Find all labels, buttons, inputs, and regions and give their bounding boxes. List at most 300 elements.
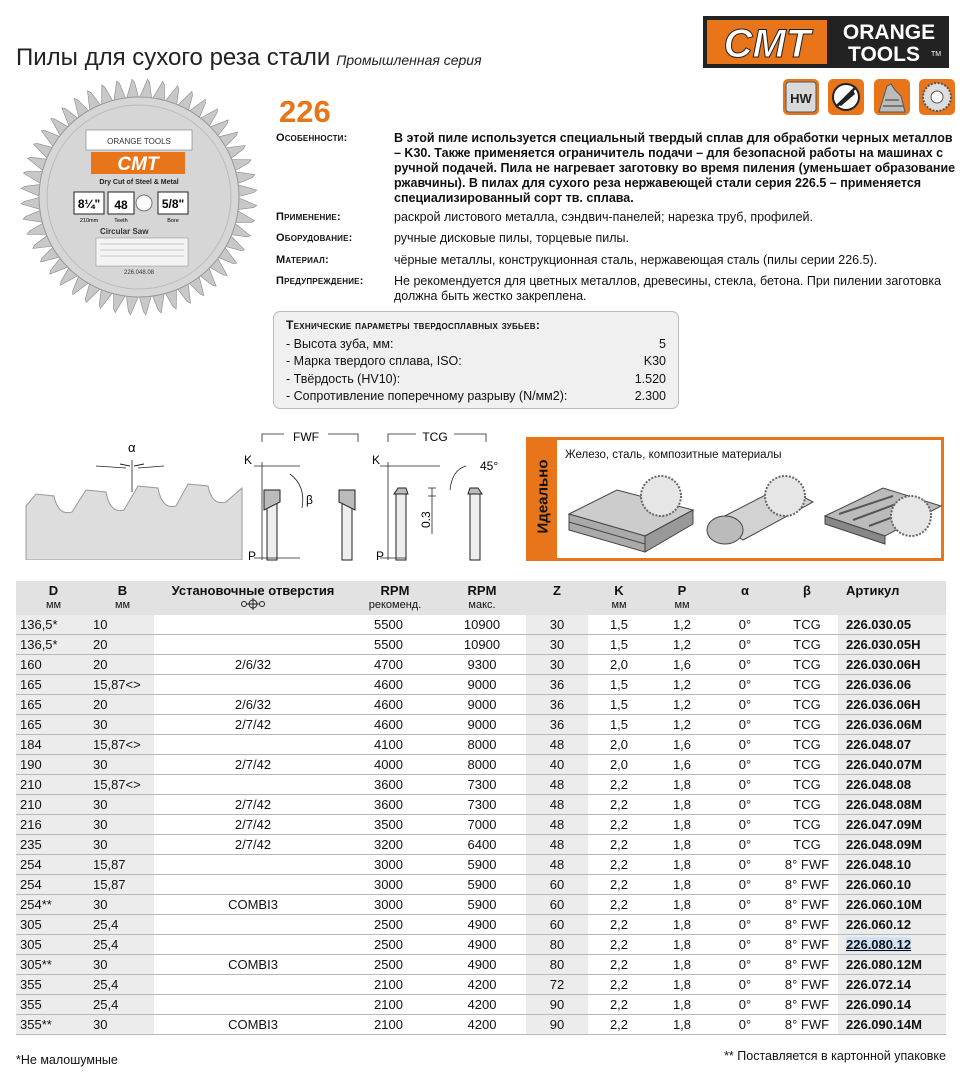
article-cell[interactable]: [838, 615, 946, 635]
column-header-unit: рекоменд.: [368, 599, 422, 611]
table-cell: [16, 695, 91, 715]
column-header-unit: мм: [114, 599, 131, 611]
cell-value: 8° FWF: [784, 957, 830, 972]
cell-value: 10900: [463, 637, 501, 652]
table-cell: [526, 895, 588, 915]
table-cell: [91, 995, 154, 1015]
cell-value: 60: [549, 897, 565, 912]
cell-value: 2/6/32: [234, 657, 272, 672]
table-cell: [588, 755, 650, 775]
table-cell: [588, 835, 650, 855]
tcg-p-label: P: [376, 549, 385, 563]
desc-warning-label: Предупреждение:: [276, 275, 364, 287]
cell-value: 30: [93, 757, 108, 772]
table-row: [16, 895, 946, 915]
table-cell: [352, 715, 438, 735]
table-cell: [16, 815, 91, 835]
blade-body-icon: [873, 78, 911, 116]
table-cell: [16, 1015, 91, 1035]
table-cell: [438, 1015, 526, 1035]
ideal-band: [529, 440, 557, 558]
blade-diameter: 8¼": [77, 197, 101, 211]
footnote-not-low-noise: *Не малошумные: [16, 1053, 118, 1067]
article-number[interactable]: 226.060.10: [846, 877, 912, 892]
article-cell[interactable]: [838, 795, 946, 815]
table-cell: [16, 775, 91, 795]
table-cell: [16, 995, 91, 1015]
cell-value: 1,8: [672, 857, 692, 872]
cell-value: 8° FWF: [784, 917, 830, 932]
table-cell: [526, 715, 588, 735]
table-cell: [16, 655, 91, 675]
column-header: [154, 581, 352, 615]
table-row: [16, 955, 946, 975]
column-header: [714, 581, 776, 615]
cell-value: 4600: [374, 677, 403, 692]
article-number[interactable]: 226.090.14: [846, 997, 912, 1012]
fwf-beta-label: β: [306, 493, 313, 507]
table-cell: [714, 795, 776, 815]
table-cell: [438, 935, 526, 955]
cell-value: 0°: [738, 937, 752, 952]
article-cell[interactable]: [838, 635, 946, 655]
article-cell[interactable]: [838, 955, 946, 975]
desc-features: [276, 131, 956, 206]
feature-badges: [782, 78, 959, 122]
article-number[interactable]: 226.072.14: [846, 977, 912, 992]
cell-value: 0°: [738, 1017, 752, 1032]
tech-params-box: [273, 311, 679, 409]
cell-value: 48: [549, 737, 565, 752]
cell-value: 48: [549, 817, 565, 832]
table-cell: [438, 695, 526, 715]
table-cell: [776, 875, 838, 895]
column-header: [16, 581, 91, 615]
cell-value: 8° FWF: [784, 977, 830, 992]
cell-value: 20: [93, 637, 108, 652]
table-cell: [714, 975, 776, 995]
table-cell: [16, 635, 91, 655]
cell-value: 2100: [374, 1017, 403, 1032]
table-row: [16, 935, 946, 955]
ideal-materials-text: Железо, сталь, композитные материалы: [565, 449, 782, 461]
table-cell: [588, 995, 650, 1015]
logo-tag2: TOOLS: [848, 43, 920, 66]
tech-row-label: - Высота зуба, мм:: [286, 337, 394, 351]
cell-value: 25,4: [93, 997, 119, 1012]
article-cell[interactable]: [838, 875, 946, 895]
table-cell: [352, 895, 438, 915]
table-cell: [776, 915, 838, 935]
cell-value: 60: [549, 917, 565, 932]
desc-application-label: Применение:: [276, 211, 341, 223]
table-row: [16, 795, 946, 815]
cell-value: 3600: [374, 797, 403, 812]
blade-saw-label: Circular Saw: [100, 227, 149, 236]
cell-value: 5900: [467, 897, 497, 912]
cell-value: 30: [93, 1017, 108, 1032]
column-header-title: RPM: [467, 583, 497, 598]
tech-row: [286, 389, 666, 408]
cell-value: 2,2: [609, 777, 629, 792]
cell-value: 2,2: [609, 937, 629, 952]
cell-value: 1,5: [609, 617, 629, 632]
table-cell: [588, 895, 650, 915]
cell-value: 8° FWF: [784, 1017, 830, 1032]
cell-value: 1,8: [672, 997, 692, 1012]
blade-line: Dry Cut of Steel & Metal: [99, 179, 179, 186]
article-cell[interactable]: [838, 855, 946, 875]
cell-value: 20: [93, 697, 108, 712]
article-cell[interactable]: [838, 735, 946, 755]
cell-value: 210: [20, 777, 42, 792]
spec-table-body: [16, 615, 946, 1035]
table-cell: [776, 735, 838, 755]
cell-value: 2,0: [609, 657, 629, 672]
table-row: [16, 735, 946, 755]
article-cell[interactable]: [838, 975, 946, 995]
table-cell: [588, 875, 650, 895]
cell-value: 5500: [374, 617, 403, 632]
table-row: [16, 675, 946, 695]
table-cell: [714, 635, 776, 655]
tcg-dim-label: 0.3: [419, 511, 433, 528]
blade-bore: 5/8": [161, 197, 185, 211]
tcg-label: TCG: [422, 430, 448, 444]
cell-value: 4700: [374, 657, 403, 672]
blade-brand: CMT: [117, 154, 159, 175]
article-number[interactable]: 226.060.10M: [846, 897, 922, 912]
cell-value: 136,5*: [20, 617, 58, 632]
table-cell: [438, 975, 526, 995]
cell-value: 2/6/32: [234, 697, 272, 712]
cell-value: 2500: [374, 957, 403, 972]
table-cell: [650, 1015, 714, 1035]
table-cell: [91, 975, 154, 995]
column-header: [776, 581, 838, 615]
cell-value: 1,2: [672, 717, 692, 732]
table-cell: [91, 635, 154, 655]
article-number[interactable]: 226.060.12: [846, 917, 912, 932]
cell-value: 25,4: [93, 977, 119, 992]
table-cell: [16, 975, 91, 995]
cell-value: 15,87<>: [93, 777, 141, 792]
table-cell: [352, 915, 438, 935]
article-cell[interactable]: [838, 915, 946, 935]
cell-value: 2,2: [609, 837, 629, 852]
table-cell: [91, 695, 154, 715]
table-cell: [16, 755, 91, 775]
table-cell: [714, 955, 776, 975]
table-cell: [588, 615, 650, 635]
table-row: [16, 875, 946, 895]
blade-teeth-label: Teeth: [114, 218, 128, 224]
cell-value: TCG: [793, 757, 821, 772]
table-cell: [352, 795, 438, 815]
article-number[interactable]: 226.036.06M: [846, 717, 922, 732]
table-cell: [438, 875, 526, 895]
table-cell: [438, 795, 526, 815]
cell-value: 4200: [467, 977, 497, 992]
table-cell: [91, 1015, 154, 1035]
article-cell[interactable]: [838, 895, 946, 915]
table-cell: [526, 795, 588, 815]
footnote-cardboard-pack: ** Поставляется в картонной упаковке: [724, 1049, 946, 1063]
cell-value: 1,6: [672, 757, 692, 772]
column-header-unit: мм: [45, 599, 62, 611]
table-cell: [526, 755, 588, 775]
article-cell[interactable]: [838, 695, 946, 715]
desc-equipment-text: ручные дисковые пилы, торцевые пилы.: [394, 231, 630, 245]
article-cell[interactable]: [838, 715, 946, 735]
tcg-profile-diagram: [366, 430, 512, 570]
table-cell: [650, 735, 714, 755]
cell-value: 36: [549, 677, 565, 692]
table-cell: [91, 895, 154, 915]
table-cell: [776, 1015, 838, 1035]
fwf-k-label: K: [244, 453, 253, 467]
table-cell: [714, 815, 776, 835]
saw-blade-image: [14, 72, 264, 322]
table-row: [16, 775, 946, 795]
article-number[interactable]: 226.047.09M: [846, 817, 922, 832]
table-cell: [776, 935, 838, 955]
article-number[interactable]: 226.090.14M: [846, 1017, 922, 1032]
article-number[interactable]: 226.048.09M: [846, 837, 922, 852]
article-number[interactable]: 226.036.06: [846, 677, 912, 692]
table-cell: [714, 895, 776, 915]
article-number[interactable]: 226.030.06H: [846, 657, 921, 672]
tech-row: [286, 354, 666, 373]
tcg-angle-label: 45°: [480, 459, 499, 473]
table-cell: [154, 655, 352, 675]
desc-warning-text: Не рекомендуется для цветных металлов, древесины, стекла, бетона. При пилении заготовка должна быть жестко закреплена.: [394, 274, 942, 303]
cell-value: TCG: [793, 797, 821, 812]
article-number[interactable]: 226.040.07M: [846, 757, 922, 772]
table-cell: [714, 875, 776, 895]
article-number[interactable]: 226.030.05: [846, 617, 912, 632]
table-row: [16, 615, 946, 635]
article-number[interactable]: 226.030.05H: [846, 637, 921, 652]
table-cell: [776, 615, 838, 635]
column-header-title: D: [48, 583, 59, 598]
table-cell: [650, 635, 714, 655]
table-cell: [588, 795, 650, 815]
article-number[interactable]: 226.036.06H: [846, 697, 921, 712]
column-header-title: β: [803, 583, 811, 598]
cell-value: 1,2: [672, 697, 692, 712]
cell-value: 7000: [467, 817, 497, 832]
cell-value: 0°: [738, 877, 752, 892]
cell-value: 48: [549, 777, 565, 792]
article-cell[interactable]: [838, 655, 946, 675]
column-header-unit: мм: [674, 599, 690, 611]
table-cell: [352, 675, 438, 695]
cell-value: TCG: [793, 677, 821, 692]
table-cell: [776, 995, 838, 1015]
cell-value: 0°: [738, 757, 752, 772]
cell-value: 3000: [374, 877, 403, 892]
table-cell: [588, 1015, 650, 1035]
table-cell: [154, 755, 352, 775]
cell-value: COMBI3: [228, 897, 278, 912]
cell-value: TCG: [793, 617, 821, 632]
cell-value: 2,2: [609, 857, 629, 872]
article-number[interactable]: 226.080.12M: [846, 957, 922, 972]
table-row: [16, 1015, 946, 1035]
table-cell: [650, 615, 714, 635]
cell-value: 0°: [738, 677, 752, 692]
table-cell: [154, 795, 352, 815]
logo-tag1: ORANGE: [842, 21, 936, 44]
article-number[interactable]: 226.080.12: [846, 937, 912, 952]
table-cell: [352, 695, 438, 715]
cell-value: 1,2: [672, 677, 692, 692]
cell-value: 2/7/42: [234, 757, 272, 772]
table-cell: [16, 795, 91, 815]
tech-row-value: 5: [659, 337, 666, 351]
table-cell: [16, 955, 91, 975]
article-number[interactable]: 226.048.10: [846, 857, 912, 872]
table-cell: [526, 635, 588, 655]
article-cell[interactable]: [838, 995, 946, 1015]
table-cell: [650, 755, 714, 775]
table-row: [16, 915, 946, 935]
table-cell: [16, 715, 91, 735]
table-cell: [154, 695, 352, 715]
article-cell[interactable]: [838, 835, 946, 855]
table-cell: [776, 675, 838, 695]
table-cell: [154, 635, 352, 655]
table-cell: [352, 975, 438, 995]
table-cell: [526, 855, 588, 875]
title-subtitle: Промышленная серия: [336, 52, 482, 68]
table-cell: [352, 855, 438, 875]
table-cell: [714, 675, 776, 695]
cell-value: 355: [20, 977, 42, 992]
blade-sku: 226.048.08: [123, 270, 155, 276]
table-cell: [650, 855, 714, 875]
cell-value: 165: [20, 717, 42, 732]
cell-value: 30: [549, 637, 565, 652]
cell-value: 1,2: [672, 617, 692, 632]
cell-value: TCG: [793, 737, 821, 752]
cell-value: 2/7/42: [234, 837, 272, 852]
cell-value: 7300: [467, 777, 497, 792]
cell-value: 1,8: [672, 1017, 692, 1032]
table-cell: [776, 755, 838, 775]
article-cell[interactable]: [838, 755, 946, 775]
table-cell: [438, 895, 526, 915]
cell-value: 3000: [374, 897, 403, 912]
table-cell: [438, 715, 526, 735]
article-cell[interactable]: [838, 675, 946, 695]
table-cell: [438, 755, 526, 775]
table-row: [16, 755, 946, 775]
cell-value: 305**: [20, 957, 52, 972]
desc-material: [276, 253, 956, 268]
article-number[interactable]: 226.048.08M: [846, 797, 922, 812]
cell-value: 3200: [374, 837, 403, 852]
column-header-unit: мм: [611, 599, 627, 611]
article-cell[interactable]: [838, 935, 946, 955]
column-header: [588, 581, 650, 615]
logo-brand: CMT: [723, 22, 811, 66]
table-cell: [714, 835, 776, 855]
cell-value: 3600: [374, 777, 403, 792]
article-cell[interactable]: [838, 815, 946, 835]
spec-table-header: [16, 581, 946, 615]
table-cell: [526, 935, 588, 955]
table-cell: [438, 815, 526, 835]
table-cell: [91, 935, 154, 955]
table-cell: [714, 915, 776, 935]
cell-value: 80: [549, 937, 565, 952]
table-cell: [352, 635, 438, 655]
desc-material-text: чёрные металлы, конструкционная сталь, нержавеющая сталь (пилы серии 226.5).: [394, 253, 878, 267]
cell-value: 2,2: [609, 877, 629, 892]
column-header-title: K: [614, 583, 624, 598]
cell-value: TCG: [793, 657, 821, 672]
table-cell: [91, 855, 154, 875]
table-cell: [776, 975, 838, 995]
table-cell: [352, 755, 438, 775]
cell-value: 2/7/42: [234, 817, 272, 832]
table-cell: [776, 695, 838, 715]
disc-icon: [918, 78, 956, 116]
table-cell: [352, 615, 438, 635]
table-cell: [714, 655, 776, 675]
cell-value: 9000: [467, 697, 497, 712]
table-cell: [438, 655, 526, 675]
article-cell[interactable]: [838, 1015, 946, 1035]
article-number[interactable]: 226.048.08: [846, 777, 912, 792]
table-cell: [91, 915, 154, 935]
cell-value: 4100: [374, 737, 403, 752]
table-cell: [714, 775, 776, 795]
table-cell: [650, 915, 714, 935]
article-cell[interactable]: [838, 775, 946, 795]
desc-application-text: раскрой листового металла, сэндвич-панелей; нарезка труб, профилей.: [394, 210, 814, 224]
table-cell: [588, 735, 650, 755]
cell-value: 0°: [738, 977, 752, 992]
cell-value: 4600: [374, 717, 403, 732]
cell-value: 0°: [738, 657, 752, 672]
table-cell: [776, 815, 838, 835]
article-number[interactable]: 226.048.07: [846, 737, 912, 752]
cell-value: 9000: [467, 677, 497, 692]
cell-value: 160: [20, 657, 42, 672]
table-cell: [650, 935, 714, 955]
cell-value: 0°: [738, 777, 752, 792]
table-cell: [588, 955, 650, 975]
tech-row-value: 2.300: [634, 389, 666, 403]
table-cell: [650, 675, 714, 695]
cell-value: 25,4: [93, 917, 119, 932]
table-row: [16, 855, 946, 875]
cell-value: COMBI3: [228, 957, 278, 972]
table-cell: [526, 695, 588, 715]
table-cell: [154, 735, 352, 755]
cell-value: 305: [20, 917, 42, 932]
cell-value: 30: [93, 817, 108, 832]
table-cell: [588, 695, 650, 715]
cell-value: 190: [20, 757, 42, 772]
table-cell: [154, 775, 352, 795]
composite-sheet-icon: [825, 488, 941, 544]
table-cell: [714, 1015, 776, 1035]
cell-value: 0°: [738, 737, 752, 752]
